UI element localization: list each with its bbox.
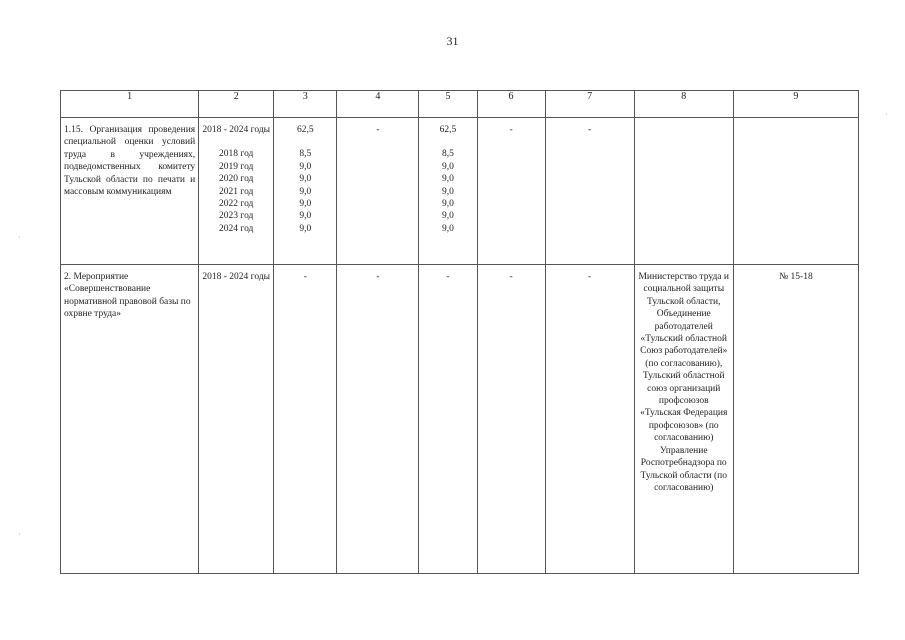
col4-cell [337, 265, 419, 574]
col7-cell [545, 265, 634, 574]
col3-total: 62,5 [296, 125, 314, 135]
executors-cell [634, 118, 733, 265]
executors-cell [634, 265, 733, 574]
year-label: 2018 год [219, 149, 254, 160]
amount-value: 9,0 [299, 161, 312, 172]
year-label: 2021 год [219, 186, 254, 197]
activity-name: 1.15. Организация проведения специальной оценки условий труда в учреждениях, подведомственных комитету Тульской области по печати и массовым коммуникациям [64, 125, 196, 198]
header-cell-6: 6 [477, 91, 545, 118]
year-label: 2022 год [219, 199, 254, 210]
amount-value: 9,0 [442, 211, 454, 222]
year-list [202, 148, 270, 235]
header-cell-2: 2 [199, 91, 274, 118]
period-cell [199, 118, 274, 265]
header-cell-9: 9 [733, 91, 858, 118]
amount-value: 9,0 [442, 223, 454, 234]
table-row [61, 118, 859, 265]
col4-cell [337, 118, 419, 265]
amount-value: 9,0 [299, 223, 312, 234]
activity-name-cell [61, 118, 199, 265]
year-label: 2024 год [219, 223, 254, 234]
dash-value: - [446, 272, 450, 282]
amount-value: 9,0 [442, 186, 454, 197]
activity-name: 2. Мероприятие «Совершенствование нормативной правовой базы по охрвне труда» [64, 272, 191, 320]
dash-value: - [376, 125, 380, 135]
header-cell-1: 1 [61, 91, 199, 118]
amount-value: 8,5 [299, 149, 312, 160]
indicator-cell [733, 265, 858, 574]
activity-name-cell [61, 265, 199, 574]
period-total: 2018 - 2024 годы [202, 125, 271, 135]
header-cell-8: 8 [634, 91, 733, 118]
header-row [61, 91, 859, 118]
col7-cell [545, 118, 634, 265]
dash-value: - [509, 125, 513, 135]
indicator-cell [733, 118, 858, 265]
amount-value: 9,0 [299, 186, 312, 197]
amount-value: 9,0 [299, 211, 312, 222]
amount-value: 9,0 [299, 199, 312, 210]
col5-cell [419, 265, 477, 574]
program-table [60, 90, 859, 574]
amount-value: 9,0 [442, 174, 454, 185]
header-cell-7: 7 [545, 91, 634, 118]
year-label: 2019 год [219, 161, 254, 172]
col3-cell [274, 265, 337, 574]
amount-value: 9,0 [299, 174, 312, 185]
scan-mark: · [18, 233, 21, 242]
dash-value: - [588, 125, 592, 135]
scan-mark: · [18, 530, 21, 539]
header-cell-5: 5 [419, 91, 477, 118]
dash-value: - [376, 272, 380, 282]
col6-cell [477, 118, 545, 265]
header-cell-3: 3 [274, 91, 337, 118]
year-label: 2023 год [219, 211, 254, 222]
amount-value: 8,5 [442, 149, 454, 160]
amount-value: 9,0 [442, 199, 454, 210]
executors-text: Министерство труда и социальной защиты Тульской области, Объединение работодателей «Тульский областной Союз работодателей» (по согласованию), Тульский областной союз организаций профсоюзов «Тульская Федерация профсоюзов» (по согласованию) Управление Роспотребнадзора по Тульской области (по согласованию) [638, 272, 729, 493]
header-cell-4: 4 [337, 91, 419, 118]
dash-value: - [303, 272, 307, 282]
col6-cell [477, 265, 545, 574]
period-cell [199, 265, 274, 574]
period-total: 2018 - 2024 годы [202, 272, 271, 282]
scan-mark: · [885, 110, 888, 119]
indicator-text: № 15-18 [779, 272, 813, 282]
year-label: 2020 год [219, 174, 254, 185]
col5-total: 62,5 [439, 125, 457, 135]
page-number: 31 [446, 34, 459, 48]
dash-value: - [509, 272, 513, 282]
dash-value: - [588, 272, 592, 282]
col3-cell [274, 118, 337, 265]
amount-value: 9,0 [442, 161, 454, 172]
table-row [61, 265, 859, 574]
col5-cell [419, 118, 477, 265]
